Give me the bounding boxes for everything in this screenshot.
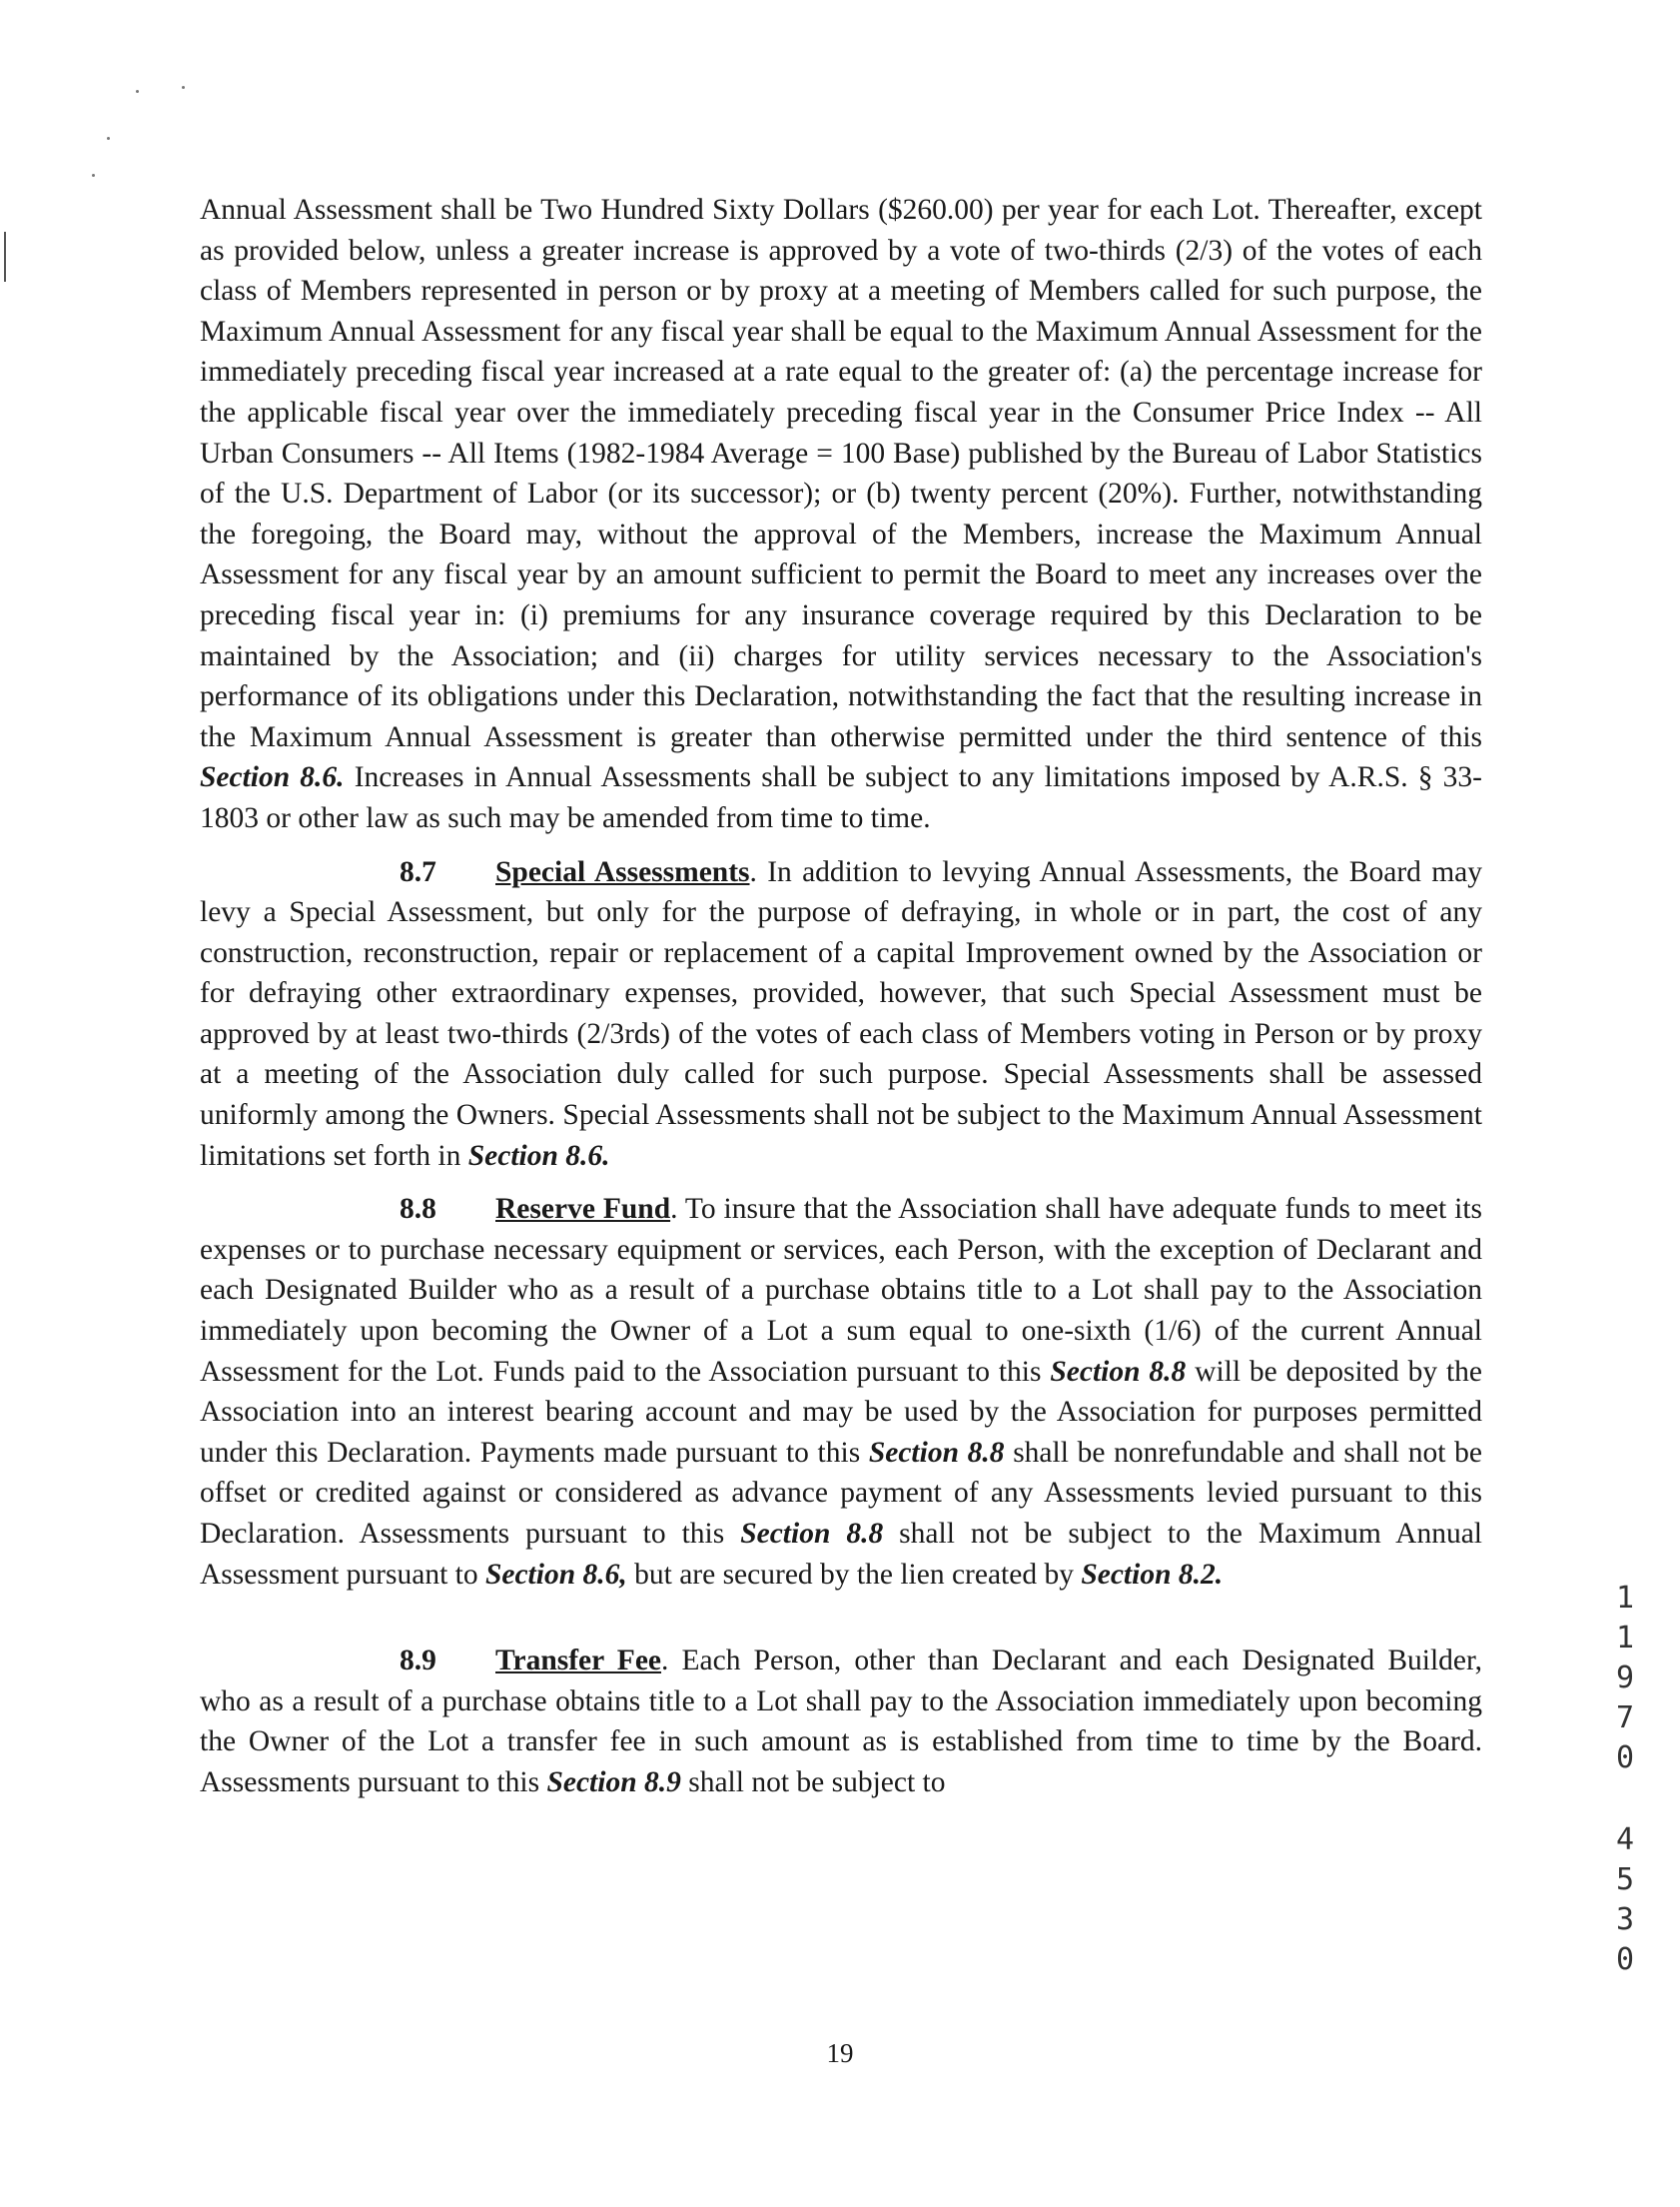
scan-speck — [136, 90, 139, 93]
section-number: 8.8 — [400, 1193, 436, 1226]
text-run: shall be nonrefundable and shall not be offset or credited against or considered as advance payment of any Assessments levied pursuant to this Declaration. Assessments pursuant to this — [200, 1436, 1482, 1550]
section-reference: Section 8.8 — [740, 1518, 884, 1550]
stamp-digit: 1 — [1615, 1621, 1635, 1655]
section-title: Transfer Fee — [495, 1645, 662, 1677]
section-reference: Section 8.6. — [467, 1139, 610, 1172]
section-reference: Section 8.6, — [484, 1558, 627, 1591]
section-reference: Section 8.9 — [546, 1765, 681, 1798]
text-run: but are secured by the lien created by — [626, 1558, 1082, 1591]
scan-speck — [182, 86, 185, 89]
stamp-digit: 4 — [1615, 1822, 1635, 1857]
stamp-digit: 3 — [1615, 1902, 1635, 1937]
paragraph-maximum-annual-assessment — [200, 190, 1482, 839]
stamp-digit: 1 — [1615, 1581, 1635, 1616]
stamp-digit: 5 — [1615, 1862, 1635, 1897]
section-8-9 — [200, 1641, 1482, 1802]
stamp-digit: 7 — [1615, 1700, 1635, 1735]
section-8-7 — [200, 852, 1482, 1177]
stamp-digit: 9 — [1615, 1660, 1635, 1695]
stamp-digit: 0 — [1615, 1942, 1635, 1977]
text-run: . In addition to levying Annual Assessments, the Board may levy a Special Assessment, but only for the purpose of defraying, in whole or in part, the cost of any construction, reconstruction, repair or replacement of a capital Improvement owned by the Association or for defraying other extraordinary expenses, provided, however, that such Special Assessment must be approved by at least two-thirds (2/3rds) of the votes of each class of Members voting in Person or by proxy at a meeting of the Association duly called for such purpose. Special Assessments shall be assessed uniformly among the Owners. Special Assessments shall not be subject to the Maximum Annual Assessment limitations set forth in — [200, 855, 1482, 1172]
scan-speck — [92, 174, 95, 177]
section-reference: Section 8.8 — [1050, 1355, 1187, 1388]
section-title: Special Assessments — [495, 855, 750, 888]
text-run: Increases in Annual Assessments shall be subject to any limitations imposed by A.R.S. § 33-1803 or other law as such may be amended from time to time. — [200, 761, 1482, 834]
document-body — [200, 190, 1482, 1803]
section-reference: Section 8.6. — [200, 761, 345, 794]
section-reference: Section 8.2. — [1081, 1558, 1224, 1591]
section-number: 8.7 — [400, 855, 436, 888]
text-run: will be deposited by the Association into an interest bearing account and may be used by the Association for purposes permitted under this Declaration. Payments made pursuant to this — [200, 1355, 1482, 1469]
text-run: shall not be subject to — [680, 1765, 946, 1798]
section-8-8 — [200, 1189, 1482, 1595]
recording-number-stamp — [1610, 1579, 1640, 1980]
stamp-digit: 0 — [1615, 1740, 1635, 1775]
text-run: . To insure that the Association shall have adequate funds to meet its expenses or to purchase necessary equipment or services, each Person, with the exception of Declarant and each Designated Builder who as a result of a purchase obtains title to a Lot shall pay to the Association immediately upon becoming the Owner of a Lot a sum equal to one-sixth (1/6) of the current Annual Assessment for the Lot. Funds paid to the Association pursuant to this — [200, 1193, 1482, 1388]
text-run: shall not be subject to the Maximum Annual Assessment pursuant to — [200, 1518, 1482, 1591]
scan-speck — [107, 137, 110, 140]
stamp-gap — [1610, 1778, 1640, 1820]
section-reference: Section 8.8 — [868, 1436, 1005, 1469]
scan-mark — [4, 232, 6, 282]
section-number: 8.9 — [400, 1645, 436, 1677]
page-number: 19 — [826, 2038, 854, 2068]
section-title: Reserve Fund — [495, 1193, 671, 1226]
text-run: . Each Person, other than Declarant and each Designated Builder, who as a result of a purchase obtains title to a Lot shall pay to the Association immediately upon becoming the Owner of the Lot a transfer fee in such amount as is established from time to time by the Board. Assessments pursuant to this — [200, 1645, 1482, 1798]
text-run: Annual Assessment shall be Two Hundred Sixty Dollars ($260.00) per year for each Lot. Thereafter, except as provided below, unless a greater increase is approved by a vote of two-thirds (2/3) of the votes of each class of Members represented in person or by proxy at a meeting of Members called for such purpose, the Maximum Annual Assessment for any fiscal year shall be equal to the Maximum Annual Assessment for the immediately preceding fiscal year increased at a rate equal to the greater of: (a) the percentage increase for the applicable fiscal year over the immediately preceding fiscal year in the Consumer Price Index -- All Urban Consumers -- All Items (1982-1984 Average = 100 Base) published by the Bureau of Labor Statistics of the U.S. Department of Labor (or its successor); or (b) twenty percent (20%). Further, notwithstanding the foregoing, the Board may, without the approval of the Members, increase the Maximum Annual Assessment for any fiscal year by an amount sufficient to permit the Board to meet any increases over the preceding fiscal year in: (i) premiums for any insurance coverage required by this Declaration to be maintained by the Association; and (ii) charges for utility services necessary to the Association's performance of its obligations under this Declaration, notwithstanding the fact that the resulting increase in the Maximum Annual Assessment is greater than otherwise permitted under the third sentence of this — [200, 194, 1482, 753]
